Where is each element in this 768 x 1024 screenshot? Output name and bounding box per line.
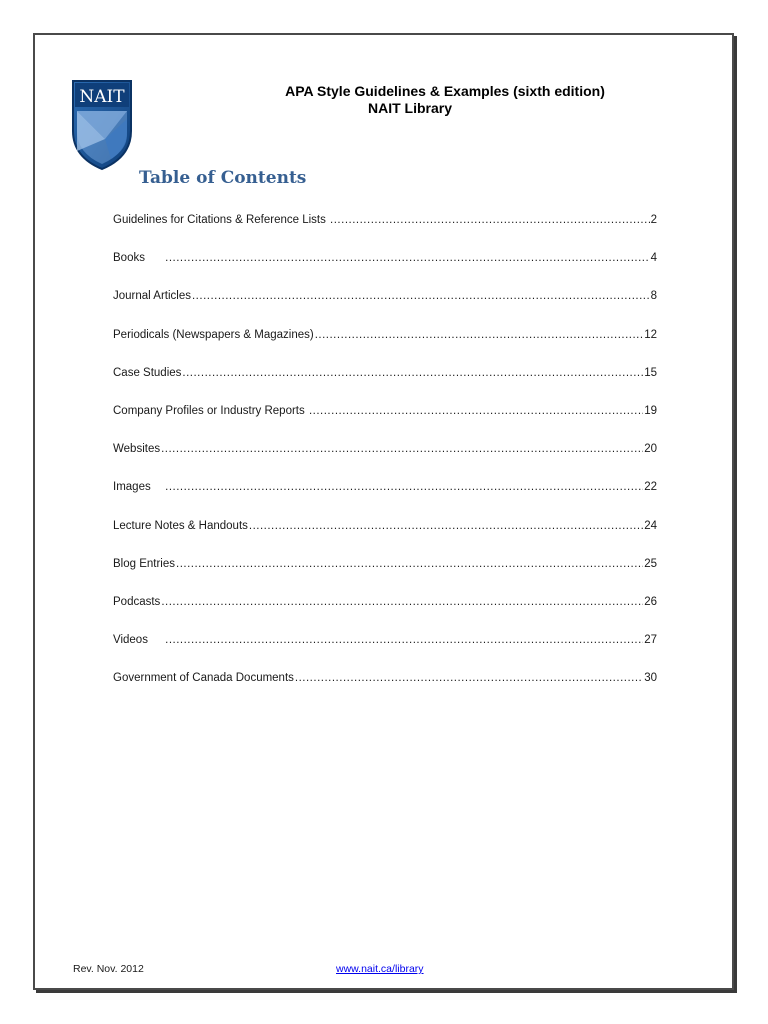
toc-entry-journal-articles[interactable]: [113, 290, 657, 328]
toc-entry-books[interactable]: [113, 252, 657, 290]
toc-entry-label: Blog Entries: [113, 557, 176, 570]
nait-logo: [71, 79, 133, 171]
toc-leader-dots: [176, 558, 643, 570]
toc-leader-dots: [315, 329, 644, 341]
toc-entry-page: 2: [650, 214, 657, 226]
toc-entry-label: Videos: [113, 634, 165, 647]
toc-leader-dots: [249, 520, 643, 532]
toc-entry-case-studies[interactable]: [113, 367, 657, 405]
toc-leader-dots: [182, 367, 643, 379]
title-line-2: NAIT Library: [367, 100, 452, 116]
toc-entry-page: 15: [644, 366, 657, 379]
toc-leader-dots: [161, 443, 643, 455]
document-page: [33, 33, 734, 990]
document-title: [255, 83, 635, 117]
toc-entry-label: Podcasts: [113, 595, 161, 608]
toc-entry-label: Lecture Notes & Handouts: [113, 519, 248, 532]
toc-leader-dots: [165, 252, 649, 264]
toc-leader-dots: [330, 214, 650, 226]
toc-entry-label: Company Profiles or Industry Reports: [113, 404, 308, 417]
toc-entry-page: 19: [644, 404, 657, 417]
toc-entry-videos[interactable]: [113, 634, 657, 672]
toc-entry-periodicals[interactable]: [113, 329, 657, 367]
toc-entry-page: 8: [650, 290, 657, 303]
footer-revision: Rev. Nov. 2012: [73, 963, 144, 975]
toc-entry-page: 20: [644, 443, 657, 456]
toc-entry-page: 26: [644, 595, 657, 608]
toc-entry-blog-entries[interactable]: [113, 558, 657, 596]
toc-entry-label: Journal Articles: [113, 290, 191, 303]
toc-entry-page: 24: [644, 519, 657, 532]
toc-entry-company-profiles[interactable]: [113, 405, 657, 443]
logo-text: NAIT: [79, 87, 125, 107]
toc-entry-label: Websites: [113, 443, 161, 456]
toc-entry-label: Guidelines for Citations & Reference Lists: [113, 214, 330, 226]
footer-library-link[interactable]: www.nait.ca/library: [336, 963, 424, 975]
toc-leader-dots: [165, 634, 643, 646]
toc-entry-page: 25: [644, 557, 657, 570]
toc-entry-label: Case Studies: [113, 366, 182, 379]
nait-shield-icon: [71, 79, 133, 171]
toc-leader-dots: [309, 405, 643, 417]
toc-entry-page: 12: [644, 328, 657, 341]
toc-list: [113, 214, 657, 710]
toc-entry-government-documents[interactable]: [113, 672, 657, 710]
toc-entry-lecture-notes[interactable]: [113, 520, 657, 558]
toc-entry-label: Government of Canada Documents: [113, 672, 294, 685]
toc-heading: Table of Contents: [139, 168, 307, 188]
toc-entry-page: 22: [644, 481, 657, 494]
toc-entry-page: 4: [650, 252, 657, 265]
toc-entry-citations[interactable]: [113, 214, 657, 252]
toc-leader-dots: [192, 290, 650, 302]
toc-leader-dots: [295, 672, 643, 684]
toc-entry-images[interactable]: [113, 481, 657, 519]
toc-entry-podcasts[interactable]: [113, 596, 657, 634]
title-line-1: APA Style Guidelines & Examples (sixth edition): [285, 83, 605, 99]
toc-entry-label: Images: [113, 481, 165, 494]
toc-entry-websites[interactable]: [113, 443, 657, 481]
toc-entry-label: Books: [113, 252, 165, 265]
toc-leader-dots: [161, 596, 643, 608]
toc-entry-page: 30: [644, 672, 657, 685]
toc-leader-dots: [165, 481, 643, 493]
toc-entry-label: Periodicals (Newspapers & Magazines): [113, 328, 314, 341]
toc-entry-page: 27: [644, 634, 657, 647]
